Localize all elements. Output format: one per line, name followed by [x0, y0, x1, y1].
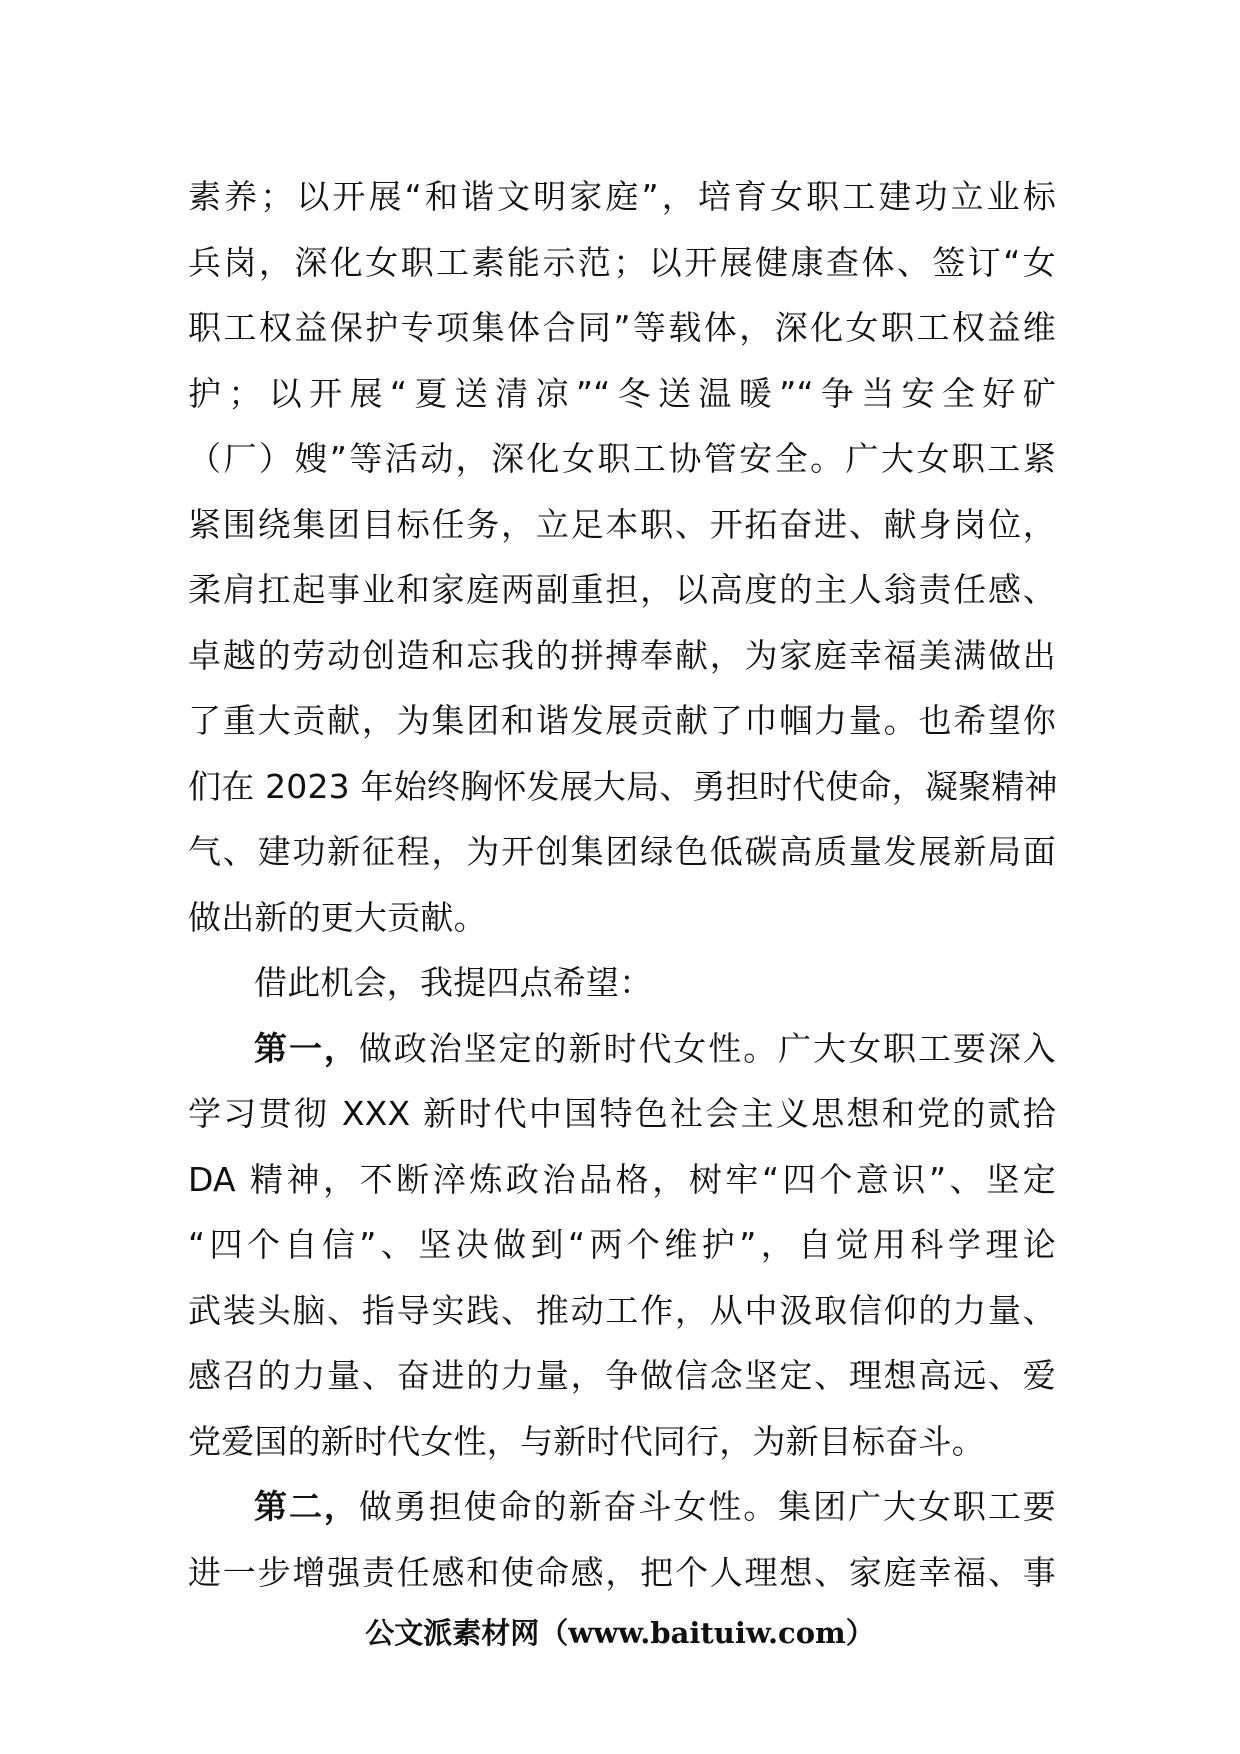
paragraph-line: 职工权益保护专项集体合同”等载体，深化女职工权益维 — [188, 308, 1056, 347]
paragraph-line: 素养；以开展“和谐文明家庭”，培育女职工建功立业标 — [188, 177, 1056, 216]
footer-watermark: 公文派素材网（www.baituiw.com） — [365, 1616, 875, 1650]
paragraph-line: 学习贯彻 XXX 新时代中国特色社会主义思想和党的贰拾 — [188, 1094, 1056, 1133]
paragraph-line: 卓越的劳动创造和忘我的拼搏奉献，为家庭幸福美满做出 — [188, 635, 1056, 675]
point-one-title: 做政治坚定的新时代女性。广大女职工要深入 — [358, 1028, 1056, 1068]
paragraph-line: 进一步增强责任感和使命感，把个人理想、家庭幸福、事 — [188, 1552, 1056, 1592]
paragraph-line: （厂）嫂”等活动，深化女职工协管安全。广大女职工紧 — [188, 439, 1056, 478]
paragraph-line: “四个自信”、坚决做到“两个维护”，自觉用科学理论 — [188, 1225, 1056, 1264]
paragraph-line: 气、建功新征程，为开创集团绿色低碳高质量发展新局面 — [188, 832, 1056, 871]
hopes-intro: 借此机会，我提四点希望： — [254, 963, 653, 1002]
paragraph-line: 了重大贡献，为集团和谐发展贡献了巾帼力量。也希望你 — [188, 701, 1056, 740]
paragraph-line: 做出新的更大贡献。 — [188, 897, 487, 937]
point-one-lead: 第一， — [254, 1028, 359, 1068]
paragraph-line: DA 精神，不断淬炼政治品格，树牢“四个意识”、坚定 — [188, 1159, 1056, 1199]
document-body — [188, 164, 1056, 1605]
point-two-title: 做勇担使命的新奋斗女性。集团广大女职工要 — [358, 1487, 1056, 1526]
paragraph-line: 兵岗，深化女职工素能示范；以开展健康查体、签订“女 — [188, 242, 1056, 282]
paragraph-line: 护；以开展“夏送清凉”“冬送温暖”“争当安全好矿 — [188, 373, 1056, 413]
paragraph-line: 党爱国的新时代女性，与新时代同行，为新目标奋斗。 — [188, 1421, 985, 1461]
paragraph-line: 们在 2023 年始终胸怀发展大局、勇担时代使命，凝聚精神 — [188, 766, 1058, 806]
point-two-heading — [188, 1474, 1056, 1540]
paragraph-line: 柔肩扛起事业和家庭两副重担，以高度的主人翁责任感、 — [188, 570, 1056, 609]
paragraph-line: 紧围绕集团目标任务，立足本职、开拓奋进、献身岗位， — [188, 504, 1056, 544]
point-two-lead: 第二， — [254, 1487, 359, 1526]
paragraph-line: 武装头脑、指导实践、推动工作，从中汲取信仰的力量、 — [188, 1290, 1056, 1330]
paragraph-line: 感召的力量、奋进的力量，争做信念坚定、理想高远、爱 — [188, 1356, 1056, 1395]
point-one-heading — [188, 1016, 1056, 1082]
